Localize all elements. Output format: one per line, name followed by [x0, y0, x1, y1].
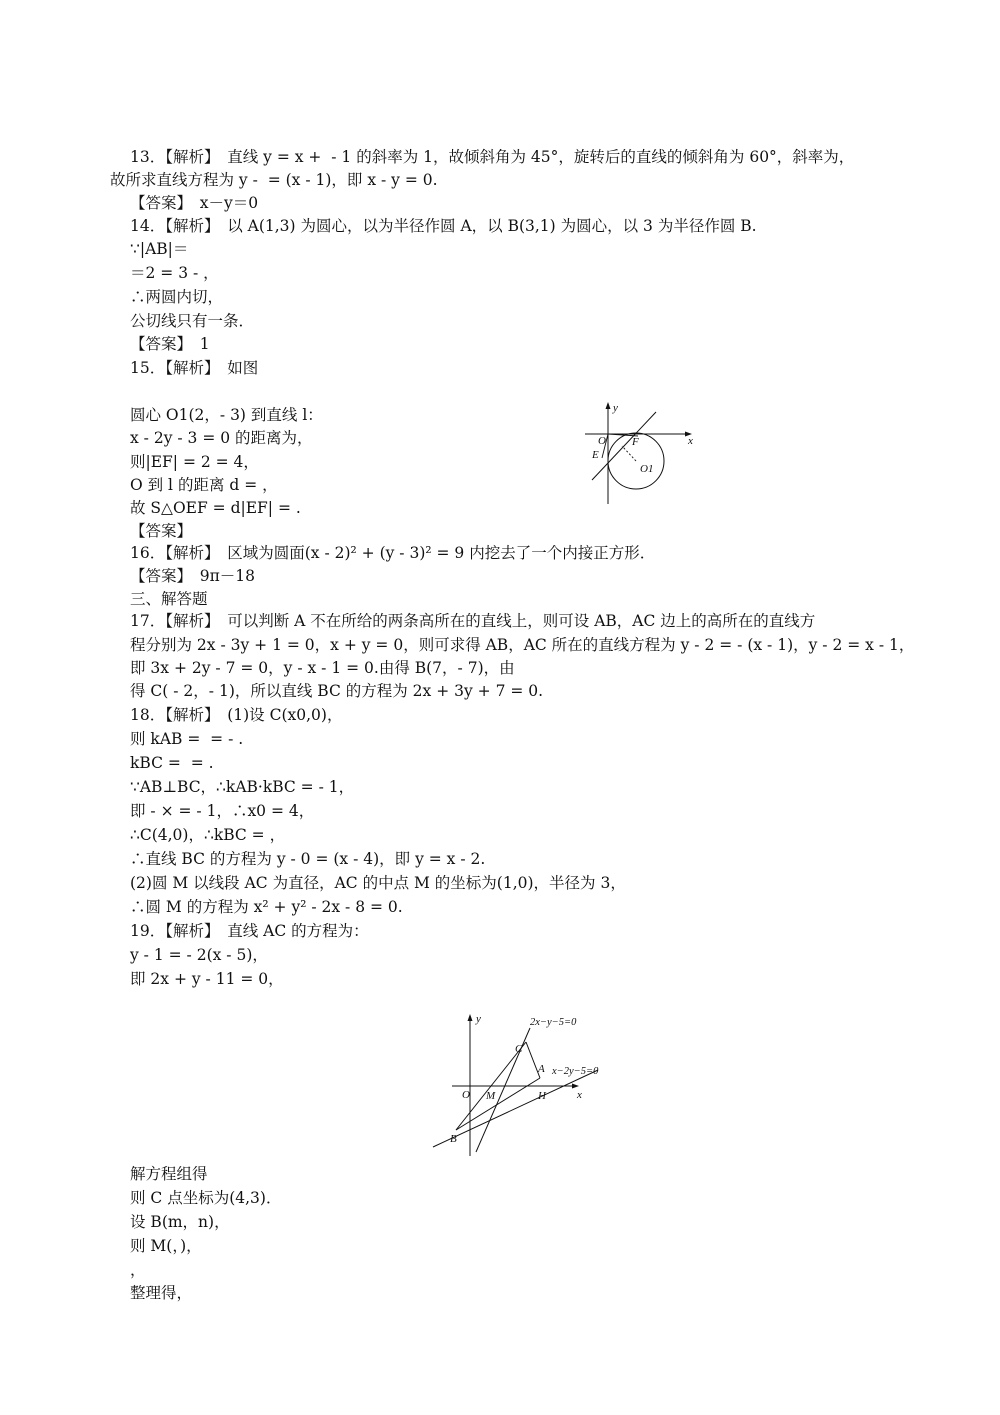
- text-line: 14．【解析】 以 A(1,3) 为圆心，以为半径作圆 A，以 B(3,1) 为圆心，以 3 为半径作圆 B.: [130, 217, 757, 235]
- text-line: 【答案】 1: [130, 335, 210, 353]
- text-line: 19．【解析】 直线 AC 的方程为：: [130, 922, 369, 940]
- figure-circle-tangent: [580, 398, 705, 508]
- text-line: 【答案】: [130, 522, 193, 540]
- text-line: ∵|AB|＝: [130, 240, 189, 258]
- text-line: 则 C 点坐标为(4,3)．: [130, 1189, 282, 1207]
- text-line: 整理得，: [130, 1284, 193, 1302]
- text-line: ∴圆 M 的方程为 x² + y² - 2x - 8 = 0.: [130, 898, 403, 916]
- label-b: B: [450, 1133, 457, 1145]
- text-line: 即 3x + 2y - 7 = 0，y - x - 1 = 0.由得 B(7，- 7)，由: [130, 659, 515, 677]
- text-line: 故所求直线方程为 y - = (x - 1)，即 x - y = 0.: [110, 171, 438, 189]
- text-line: 公切线只有一条．: [130, 312, 255, 330]
- text-line: 三、解答题: [130, 590, 208, 608]
- text-line: ∴两圆内切，: [130, 288, 224, 306]
- text-line: ，: [130, 1261, 146, 1279]
- text-line: ∴直线 BC 的方程为 y - 0 = (x - 4)，即 y = x - 2.: [130, 850, 486, 868]
- x-axis-arrow-icon: [572, 1084, 579, 1089]
- label-h: H: [538, 1090, 546, 1102]
- label-o: O: [462, 1089, 470, 1101]
- text-line: 即 - × = - 1，∴x0 = 4，: [130, 802, 315, 820]
- text-line: y - 1 = - 2(x - 5)，: [130, 946, 268, 964]
- label-f: F: [632, 436, 639, 448]
- text-line: 圆心 O1(2，- 3) 到直线 l：: [130, 406, 323, 424]
- text-line: 即 2x + y - 11 = 0，: [130, 970, 284, 988]
- text-line: 解方程组得: [130, 1165, 208, 1183]
- text-line: 【答案】 9π－18: [130, 567, 256, 585]
- text-line: 得 C( - 2，- 1)，所以直线 BC 的方程为 2x + 3y + 7 = 0.: [130, 682, 544, 700]
- text-line: 13．【解析】 直线 y = x + - 1 的斜率为 1，故倾斜角为 45°，旋转后的直线的倾斜角为 60°，斜率为，: [130, 148, 855, 166]
- text-line: x - 2y - 3 = 0 的距离为，: [130, 429, 313, 447]
- text-line: 则 kAB = = - .: [130, 730, 244, 748]
- y-axis-arrow-icon: [606, 402, 611, 409]
- text-line: 18．【解析】 (1)设 C(x0,0)，: [130, 706, 343, 724]
- perpendicular-dashed: [622, 446, 636, 461]
- label-y: y: [613, 402, 618, 414]
- text-line: 程分别为 2x - 3y + 1 = 0，x + y = 0，则可求得 AB，AC 所在的直线方程为 y - 2 = - (x - 1)，y - 2 = x - 1，: [130, 636, 915, 654]
- text-line: 设 B(m，n)，: [130, 1213, 230, 1231]
- text-line: 则|EF| = 2 = 4，: [130, 453, 259, 471]
- label-line-x-2y-5: x−2y−5=0: [552, 1066, 599, 1077]
- label-x: x: [577, 1089, 582, 1101]
- text-line: 故 S△OEF = d|EF| = .: [130, 499, 301, 517]
- text-line: 15．【解析】 如图: [130, 359, 259, 377]
- figure-triangle-lines: [430, 1010, 630, 1158]
- label-e: E: [592, 449, 599, 461]
- label-line-2x-y-5: 2x−y−5=0: [530, 1017, 577, 1028]
- text-line: 17．【解析】 可以判断 A 不在所给的两条高所在的直线上，则可设 AB，AC 边上的高所在的直线方: [130, 612, 816, 630]
- label-x: x: [688, 435, 693, 447]
- label-c: C: [515, 1043, 523, 1055]
- text-line: ∵AB⊥BC，∴kAB·kBC = - 1，: [130, 778, 355, 796]
- text-line: ∴C(4,0)，∴kBC = ，: [130, 826, 286, 844]
- text-line: (2)圆 M 以线段 AC 为直径，AC 的中点 M 的坐标为(1,0)，半径为 3，: [130, 874, 626, 892]
- label-a: A: [538, 1063, 545, 1075]
- text-line: ＝2 = 3 - ，: [130, 264, 219, 282]
- y-axis-arrow-icon: [468, 1014, 473, 1021]
- text-line: O 到 l 的距离 d = ，: [130, 476, 278, 494]
- text-line: kBC = = .: [130, 754, 214, 772]
- text-line: 【答案】 x－y＝0: [130, 194, 259, 212]
- label-o: O: [598, 435, 606, 447]
- text-line: 则 M(，)，: [130, 1237, 202, 1255]
- label-y: y: [476, 1013, 481, 1025]
- label-m: M: [486, 1090, 496, 1102]
- text-line: 16．【解析】 区域为圆面(x - 2)² + (y - 3)² = 9 内挖去了一个内接正方形．: [130, 544, 656, 562]
- line-x-2y-5: [433, 1070, 598, 1147]
- label-o1: O1: [640, 463, 654, 475]
